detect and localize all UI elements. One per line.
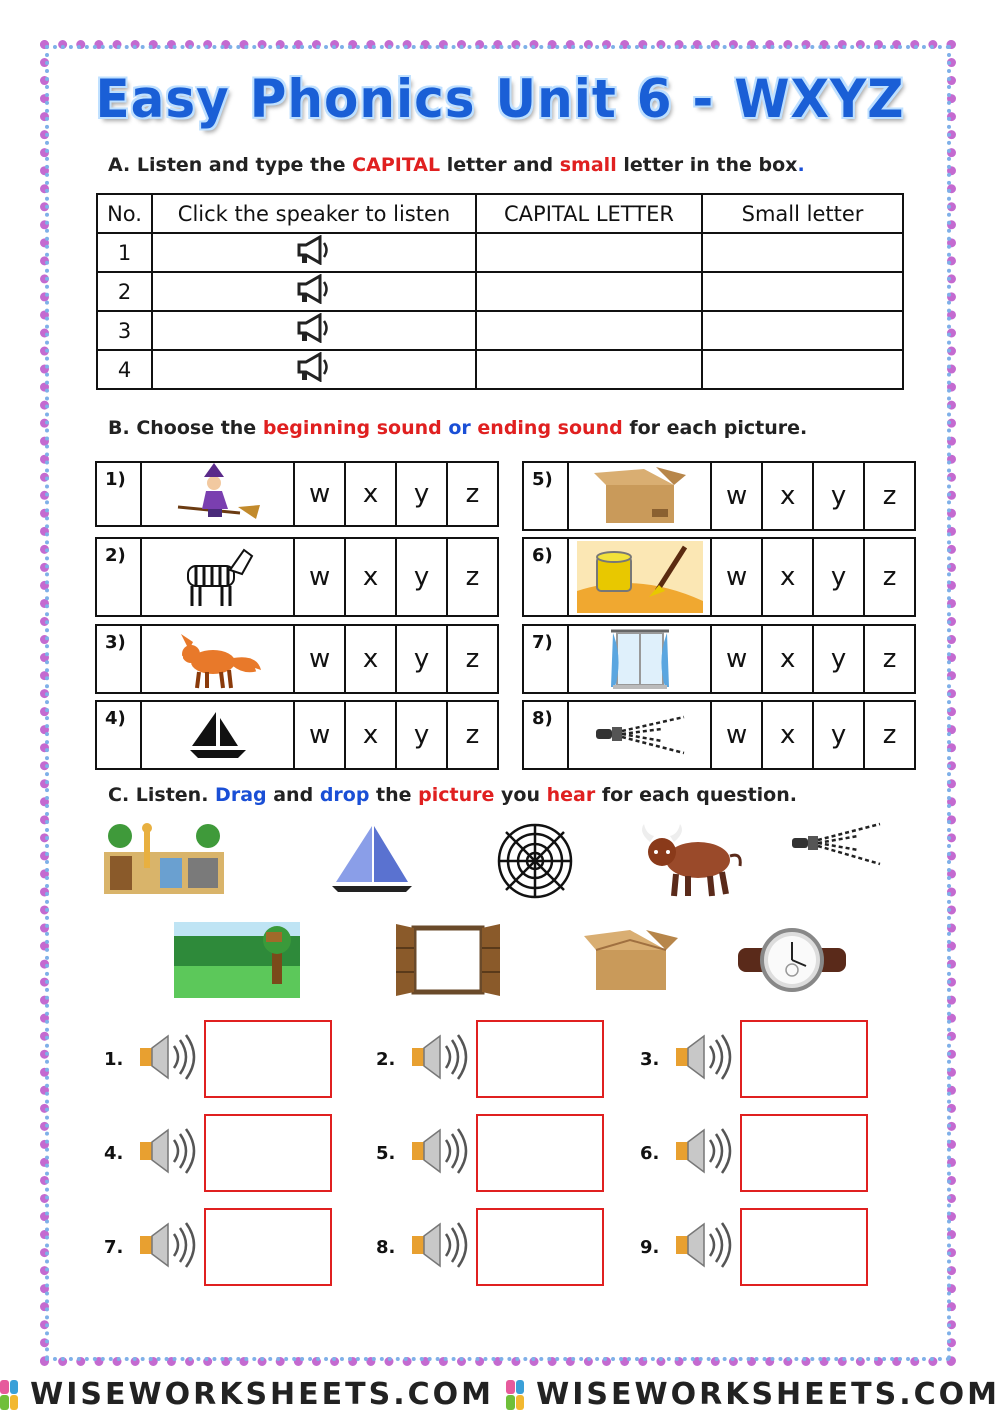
sailboat-picture <box>142 702 295 768</box>
megaphone-icon[interactable] <box>296 274 332 309</box>
question-1 <box>104 1020 332 1098</box>
option-z[interactable]: z <box>882 481 897 511</box>
section-a-instruction: A. Listen and type the CAPITAL letter and small letter in the box. <box>108 154 805 176</box>
question-number: 3. <box>640 1048 660 1070</box>
item-number: 4) <box>97 702 142 768</box>
header-no: No. <box>97 194 152 233</box>
option-w[interactable]: w <box>295 463 346 525</box>
section-a-table <box>96 193 904 390</box>
question-number: 1. <box>104 1048 124 1070</box>
option-x[interactable]: x <box>763 626 814 692</box>
question-number: 9. <box>640 1236 660 1258</box>
megaphone-icon[interactable] <box>296 352 332 387</box>
section-c-instruction: C. Listen. Drag and drop the picture you hear for each question. <box>108 784 797 806</box>
option-y[interactable]: y <box>814 539 865 615</box>
table-row <box>97 311 903 350</box>
drag-window[interactable] <box>390 922 506 998</box>
megaphone-icon[interactable] <box>296 235 332 270</box>
question-number: 7. <box>104 1236 124 1258</box>
option-z[interactable]: z <box>465 644 480 674</box>
drop-box[interactable] <box>740 1114 868 1192</box>
drop-box[interactable] <box>204 1114 332 1192</box>
option-z[interactable]: z <box>465 720 480 750</box>
zipper-picture <box>569 702 712 768</box>
option-y[interactable]: y <box>397 463 448 525</box>
drag-zoo[interactable] <box>104 822 224 894</box>
question-3 <box>640 1020 868 1098</box>
header-small: Small letter <box>702 194 903 233</box>
question-number: 6. <box>640 1142 660 1164</box>
item-number: 8) <box>524 702 569 768</box>
speaker-icon[interactable] <box>138 1032 196 1086</box>
question-4 <box>104 1114 332 1192</box>
small-input[interactable] <box>702 233 903 272</box>
small-input[interactable] <box>702 350 903 389</box>
small-input[interactable] <box>702 272 903 311</box>
window-picture <box>569 626 712 692</box>
option-z[interactable]: z <box>882 720 897 750</box>
option-y[interactable]: y <box>814 626 865 692</box>
choice-row-8 <box>522 700 916 770</box>
drag-box[interactable] <box>582 926 680 994</box>
item-number: 6) <box>524 539 569 615</box>
question-9 <box>640 1208 868 1286</box>
option-w[interactable]: w <box>712 463 763 529</box>
option-x[interactable]: x <box>763 463 814 529</box>
section-b-instruction: B. Choose the beginning sound or ending sound for each picture. <box>108 417 808 439</box>
logo-icon <box>506 1380 524 1410</box>
drag-spider-web[interactable] <box>496 822 574 900</box>
header-speaker: Click the speaker to listen <box>152 194 476 233</box>
speaker-icon[interactable] <box>674 1220 732 1274</box>
title-word: Easy <box>95 68 230 130</box>
choice-row-5 <box>522 461 916 531</box>
choice-row-2 <box>95 537 499 617</box>
option-w[interactable]: w <box>712 626 763 692</box>
title-word: Unit <box>495 68 617 130</box>
question-2 <box>376 1020 604 1098</box>
choice-row-4 <box>95 700 499 770</box>
option-w[interactable]: w <box>712 539 763 615</box>
option-x[interactable]: x <box>346 626 397 692</box>
speaker-cell[interactable] <box>152 311 476 350</box>
capital-input[interactable] <box>476 350 702 389</box>
question-number: 4. <box>104 1142 124 1164</box>
row-number: 4 <box>97 350 152 389</box>
speaker-icon[interactable] <box>410 1126 468 1180</box>
fox-picture <box>142 626 295 692</box>
option-w[interactable]: w <box>295 702 346 768</box>
box-picture <box>569 463 712 529</box>
question-number: 8. <box>376 1236 396 1258</box>
drop-box[interactable] <box>476 1114 604 1192</box>
drag-watch[interactable] <box>738 922 846 998</box>
speaker-icon[interactable] <box>410 1032 468 1086</box>
drop-box[interactable] <box>740 1208 868 1286</box>
item-number: 3) <box>97 626 142 692</box>
drop-box[interactable] <box>204 1208 332 1286</box>
drag-yard[interactable] <box>174 922 300 998</box>
option-y[interactable]: y <box>814 463 865 529</box>
option-x[interactable]: x <box>346 702 397 768</box>
option-y[interactable]: y <box>397 626 448 692</box>
option-x[interactable]: x <box>763 539 814 615</box>
option-y[interactable]: y <box>397 539 448 615</box>
title-word: Phonics <box>249 68 476 130</box>
drag-sailboat[interactable] <box>328 824 416 898</box>
table-row <box>97 233 903 272</box>
speaker-icon[interactable] <box>410 1220 468 1274</box>
footer-text: WISEWORKSHEETS.COM <box>30 1377 494 1412</box>
table-header-row <box>97 194 903 233</box>
footer-text: WISEWORKSHEETS.COM <box>536 1377 1000 1412</box>
item-number: 2) <box>97 539 142 615</box>
option-x[interactable]: x <box>346 539 397 615</box>
question-number: 2. <box>376 1048 396 1070</box>
speaker-cell[interactable] <box>152 272 476 311</box>
option-w[interactable]: w <box>712 702 763 768</box>
header-capital: CAPITAL LETTER <box>476 194 702 233</box>
item-number: 1) <box>97 463 142 525</box>
option-w[interactable]: w <box>295 539 346 615</box>
item-number: 7) <box>524 626 569 692</box>
choice-row-6 <box>522 537 916 617</box>
title-word: 6 <box>636 68 673 130</box>
row-number: 1 <box>97 233 152 272</box>
option-y[interactable]: y <box>397 702 448 768</box>
choice-row-7 <box>522 624 916 694</box>
page-title <box>0 69 1000 130</box>
speaker-icon[interactable] <box>138 1220 196 1274</box>
question-6 <box>640 1114 868 1192</box>
drop-box[interactable] <box>476 1020 604 1098</box>
option-w[interactable]: w <box>295 626 346 692</box>
choice-row-1 <box>95 461 499 527</box>
option-z[interactable]: z <box>465 562 480 592</box>
witch-picture <box>142 463 295 525</box>
zebra-picture <box>142 539 295 615</box>
table-row <box>97 350 903 389</box>
question-number: 5. <box>376 1142 396 1164</box>
speaker-cell[interactable] <box>152 350 476 389</box>
title-word: WXYZ <box>734 68 905 130</box>
option-z[interactable]: z <box>882 562 897 592</box>
choice-row-3 <box>95 624 499 694</box>
drop-box[interactable] <box>740 1020 868 1098</box>
item-number: 5) <box>524 463 569 529</box>
footer-watermark <box>0 1376 1000 1413</box>
row-number: 3 <box>97 311 152 350</box>
speaker-icon[interactable] <box>138 1126 196 1180</box>
megaphone-icon[interactable] <box>296 313 332 348</box>
speaker-icon[interactable] <box>674 1032 732 1086</box>
speaker-icon[interactable] <box>674 1126 732 1180</box>
logo-icon <box>0 1380 18 1410</box>
option-x[interactable]: x <box>763 702 814 768</box>
small-input[interactable] <box>702 311 903 350</box>
drag-ox[interactable] <box>636 822 744 900</box>
capital-input[interactable] <box>476 272 702 311</box>
table-row <box>97 272 903 311</box>
option-z[interactable]: z <box>465 479 480 509</box>
paint-picture <box>569 539 712 615</box>
capital-input[interactable] <box>476 233 702 272</box>
question-5 <box>376 1114 604 1192</box>
question-8 <box>376 1208 604 1286</box>
drop-box[interactable] <box>476 1208 604 1286</box>
speaker-cell[interactable] <box>152 233 476 272</box>
row-number: 2 <box>97 272 152 311</box>
drop-box[interactable] <box>204 1020 332 1098</box>
option-z[interactable]: z <box>882 644 897 674</box>
option-y[interactable]: y <box>814 702 865 768</box>
drag-zipper[interactable] <box>788 820 884 868</box>
option-x[interactable]: x <box>346 463 397 525</box>
question-7 <box>104 1208 332 1286</box>
capital-input[interactable] <box>476 311 702 350</box>
title-word: - <box>692 68 715 130</box>
